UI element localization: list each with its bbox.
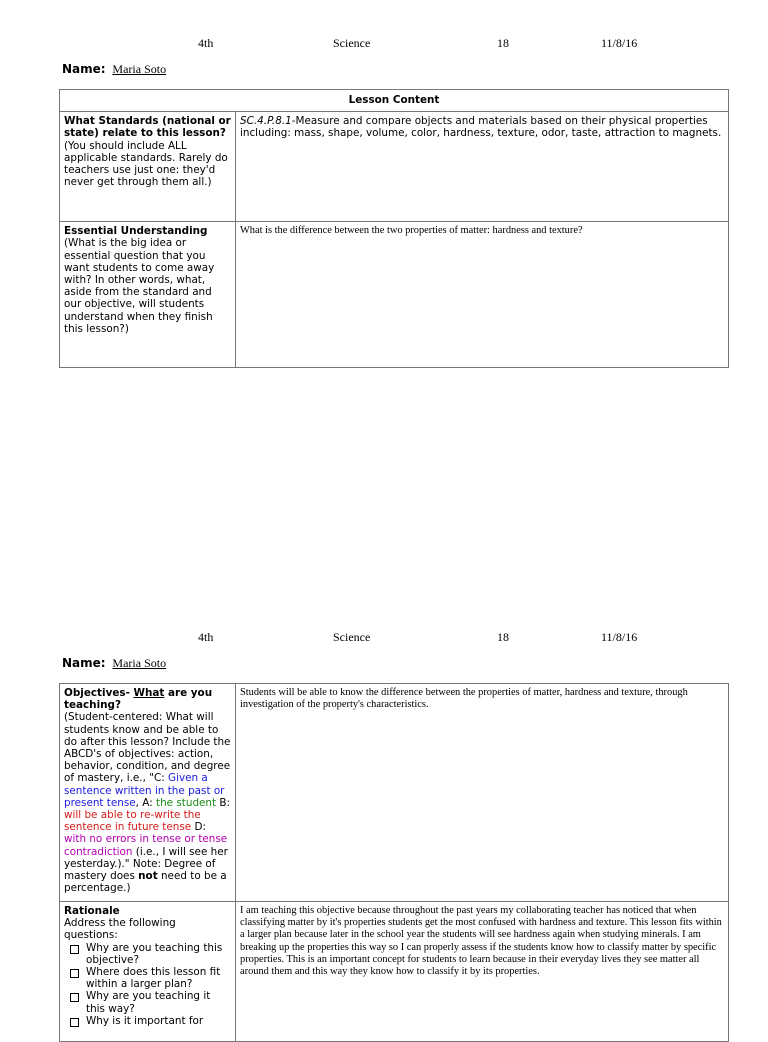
objectives-table [59,683,729,1042]
standards-question-cell [60,112,236,222]
table-header: Lesson Content [60,90,729,112]
objectives-question-cell [60,684,236,902]
name-label: Name: [62,62,106,76]
checkbox-icon [70,945,79,954]
rationale-title: Rationale [64,905,120,917]
checkbox-icon [70,993,79,1002]
list-item [70,966,231,990]
number-text: 18 [497,36,509,50]
not-emphasis: not [138,870,158,883]
essential-answer: What is the difference between the two properties of matter: hardness and texture? [236,222,729,368]
objectives-note [64,711,231,894]
objectives-title-post: are you teaching? [64,687,213,712]
rationale-question-cell [60,902,236,1042]
subject-text: Science [333,630,371,644]
standard-code: SC.4.P.8.1 [240,115,292,128]
rationale-answer: I am teaching this objective because throughout the past years my collaborating teacher has noticed that when classifying matter by it's properties students get the most confused with hardness and texture. This lesson fits within a larger plan because later in the school year the students will see hardness again when studying minerals. I am breaking up the properties this way so I can properly assess if the students know how to classify matter by specific properties. This is an important concept for students to learn because in their everyday lives they see matter all around them and this way they know how to classify it by its properties. [236,902,729,1042]
page-header [0,36,768,52]
standards-answer-cell [236,112,729,222]
subject-text: Science [333,36,371,50]
lesson-content-table [59,89,729,368]
essential-note: (What is the big idea or essential question that you want students to come away with? In other words, what, aside from the standard and our objective, will students understand when they finish this lesson?) [64,237,215,335]
name-value: Maria Soto [112,656,167,670]
rationale-question: Why are you teaching it this way? [86,990,211,1015]
name-row-2 [62,656,166,672]
rationale-question: Why are you teaching this objective? [86,941,223,966]
grade-text: 4th [198,630,214,644]
objectives-row [60,684,729,902]
degree-example: with no errors in tense or tense contradiction [64,833,228,858]
objectives-note-3: need to be a percentage.) [64,870,227,895]
checkbox-icon [70,969,79,978]
standard-text: -Measure and compare objects and materials based on their physical properties including: mass, shape, volume, color, hardness, texture, odor, taste, attraction to magnets. [240,115,722,140]
list-item [70,990,231,1014]
audience-example: the student [156,796,217,809]
list-item [70,1015,231,1027]
standards-title: What Standards (national or state) relate to this lesson? [64,115,231,140]
list-item [70,942,231,966]
date-text: 11/8/16 [601,630,638,644]
name-label: Name: [62,656,106,670]
condition-example: Given a sentence written in the past or present tense [64,772,225,809]
number-text: 18 [497,630,509,644]
essential-row [60,222,729,368]
essential-question-cell [60,222,236,368]
standards-row [60,112,729,222]
objectives-title-what: What [133,687,165,699]
page-header-2 [0,630,768,646]
objectives-title-pre: Objectives- [64,687,134,699]
objectives-note-1: (Student-centered: What will students know and be able to do after this lesson? Include the ABCD's of objectives: action, behavior, condition, and degree of mastery, i.e., "C: [64,711,231,785]
d-label: D: [191,821,206,834]
rationale-row [60,902,729,1042]
name-row [62,62,166,78]
rationale-intro: Address the following questions: [64,917,176,942]
behavior-example: will be able to re-write the sentence in future tense [64,809,201,834]
name-value: Maria Soto [112,62,167,76]
date-text: 11/8/16 [601,36,638,50]
rationale-question: Where does this lesson fit within a larger plan? [86,966,221,991]
objectives-note-2: (i.e., I will see her yesterday.)." Note: Degree of mastery does [64,845,228,883]
a-label: , A: [135,796,157,809]
rationale-question-list [64,942,231,1027]
rationale-question: Why is it important for [86,1014,204,1027]
b-label: B: [216,796,231,809]
essential-title: Essential Understanding [64,225,208,238]
standards-note: (You should include ALL applicable standards. Rarely do teachers use just one: they'd never get through them all.) [64,139,228,189]
checkbox-icon [70,1018,79,1027]
objectives-answer: Students will be able to know the difference between the properties of matter, hardness and texture, through investigation of the property's characteristics. [236,684,729,902]
grade-text: 4th [198,36,214,50]
